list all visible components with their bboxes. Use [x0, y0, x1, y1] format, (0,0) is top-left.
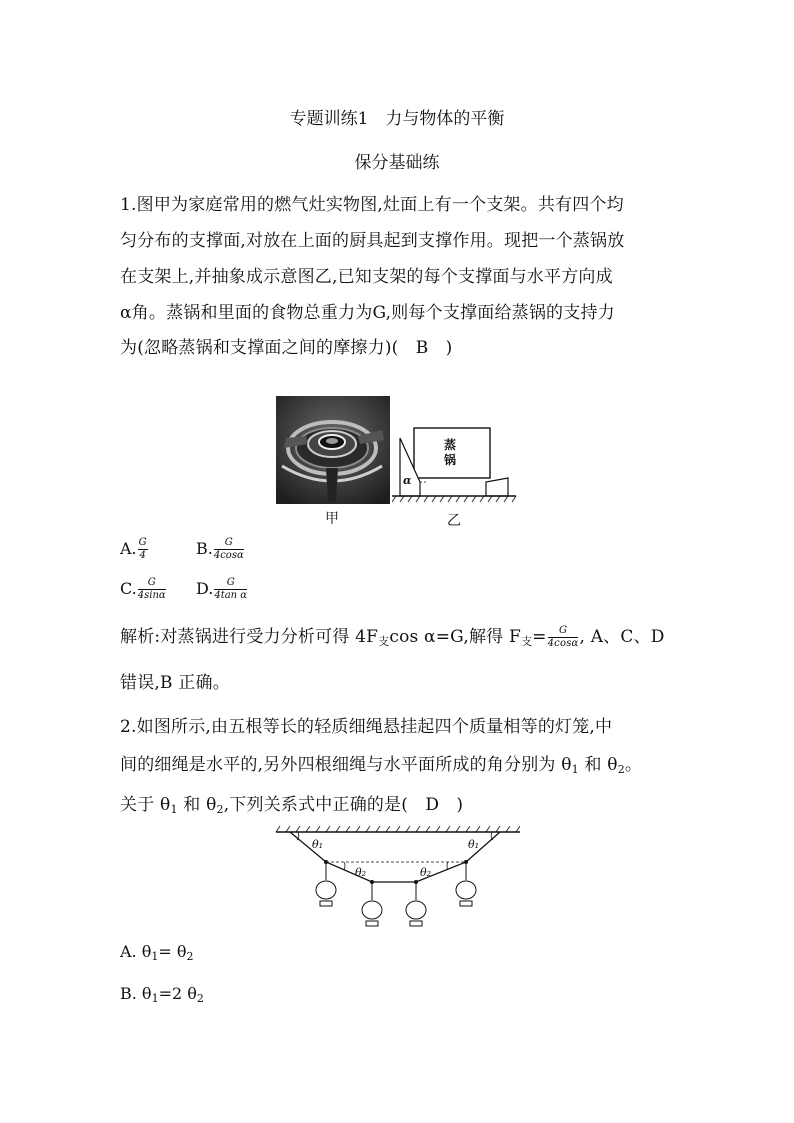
- option-d: D. $\frac{G}{\text{4tan α}}$: [196, 577, 248, 601]
- theta1-right-label: θ₁: [468, 838, 480, 851]
- theta2-left-label: θ₂: [355, 866, 367, 879]
- figure-caption-right: 乙: [447, 513, 461, 529]
- angle-alpha-label: α: [403, 474, 412, 487]
- q1-line-2: 匀分布的支撑面,对放在上面的厨具起到支撑作用。现把一个蒸锅放: [120, 231, 625, 251]
- stove-photo: [276, 396, 390, 504]
- option-c: C. $\frac{G}{4\sin\alpha}$: [120, 577, 166, 601]
- option-b: B. $\frac{G}{4\cos\alpha}$: [196, 537, 244, 561]
- theta1-left-label: θ₁: [312, 838, 324, 851]
- theta2-right-label: θ₂: [420, 866, 432, 879]
- q1-line-4: α角。蒸锅和里面的食物总重力为G,则每个支撑面给蒸锅的支持力: [120, 303, 615, 323]
- q2-line-1: 2.如图所示,由五根等长的轻质细绳悬挂起四个质量相等的灯笼,中: [120, 717, 613, 737]
- right-support: [486, 478, 508, 496]
- q1-analysis-line-2: 错误,B 正确。: [120, 673, 230, 693]
- q1-line-5: 为(忽略蒸锅和支撑面之间的摩擦力)( B ): [120, 338, 453, 358]
- q1-line-1: 1.图甲为家庭常用的燃气灶实物图,灶面上有一个支架。共有四个均: [120, 195, 624, 215]
- pot-label-top: 蒸: [444, 438, 457, 452]
- q2-option-b: B. $\theta_1=2$ $\theta_2$: [120, 984, 204, 1005]
- figure-caption-left: 甲: [325, 511, 339, 527]
- q2-line-3: 关于 $\theta_1$ 和 $\theta_2$,下列关系式中正确的是( D ): [120, 795, 464, 816]
- pot-label-bottom: 锅: [444, 453, 457, 467]
- page-title: 专题训练1 力与物体的平衡: [289, 109, 505, 129]
- q2-line-2: 间的细绳是水平的,另外四根细绳与水平面所成的角分别为 $\theta_1$ 和 $\theta_2$。: [120, 755, 643, 776]
- option-a: A. $\frac{G}{4}$: [120, 537, 147, 561]
- q2-option-a: A. $\theta_1= \theta_2$: [120, 942, 194, 963]
- section-title: 保分基础练: [354, 153, 440, 173]
- q1-line-3: 在支架上,并抽象成示意图乙,已知支架的每个支撑面与水平方向成: [120, 267, 613, 287]
- q1-analysis-line-1: 解析:对蒸锅进行受力分析可得 $4F_支\cos$ α=G,解得 $F_支=$ $\frac{G}{4\cos\alpha}$ , A、C、D: [120, 625, 665, 649]
